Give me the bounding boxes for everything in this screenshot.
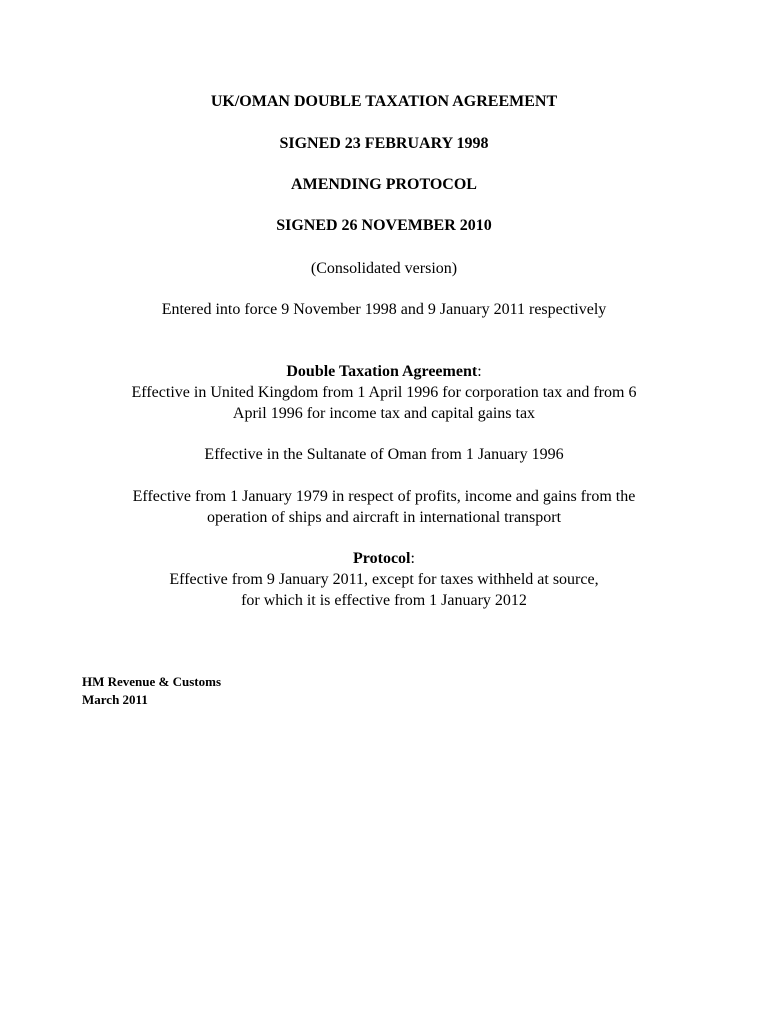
- protocol-heading: [40, 548, 728, 569]
- consolidated-note: (Consolidated version): [310, 260, 458, 277]
- dta-heading-colon: :: [477, 363, 482, 380]
- protocol-line-2: for which it is effective from 1 January 2012: [241, 592, 527, 609]
- protocol-heading-text: Protocol: [353, 550, 411, 567]
- entry-into-force: Entered into force 9 November 1998 and 9 January 2011 respectively: [161, 301, 607, 318]
- uk-effective-line-1: Effective in United Kingdom from 1 April 1996 for corporation tax and from 6: [131, 384, 637, 401]
- issue-date: March 2011: [82, 692, 148, 707]
- dta-heading-text: Double Taxation Agreement: [286, 363, 478, 380]
- dta-heading: [40, 361, 728, 382]
- protocol-heading-colon: :: [410, 550, 415, 567]
- title-signed-2010: SIGNED 26 NOVEMBER 2010: [276, 217, 492, 234]
- uk-effective-line-2: April 1996 for income tax and capital gains tax: [232, 405, 536, 422]
- title-agreement: UK/OMAN DOUBLE TAXATION AGREEMENT: [210, 93, 558, 110]
- title-amending-protocol: AMENDING PROTOCOL: [291, 176, 477, 193]
- protocol-line-1: Effective from 9 January 2011, except for taxes withheld at source,: [169, 571, 599, 588]
- shipping-line-1: Effective from 1 January 1979 in respect of profits, income and gains from the: [132, 488, 636, 505]
- title-signed-1998: SIGNED 23 FEBRUARY 1998: [279, 135, 489, 152]
- issuer: HM Revenue & Customs: [82, 674, 222, 689]
- shipping-line-2: operation of ships and aircraft in international transport: [206, 509, 562, 526]
- oman-effective: Effective in the Sultanate of Oman from 1 January 1996: [204, 446, 564, 463]
